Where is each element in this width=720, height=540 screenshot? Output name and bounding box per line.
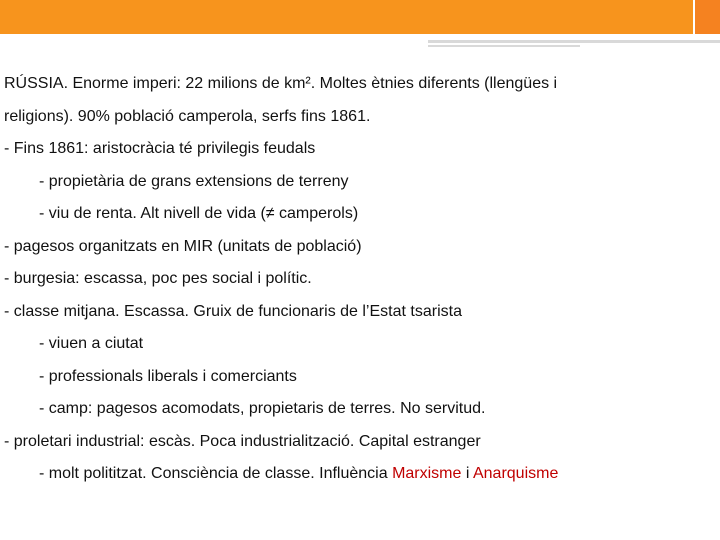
marxism-highlight: Marxisme	[392, 465, 462, 482]
bullet-middle-class: - classe mitjana. Escassa. Gruix de funcionaris de l’Estat tsarista	[4, 302, 462, 320]
accent-line-short	[428, 45, 580, 47]
intro-line-2: religions). 90% població camperola, serfs fins 1861.	[4, 107, 371, 125]
bullet-proletariat: - proletari industrial: escàs. Poca industrialització. Capital estranger	[4, 432, 481, 450]
intro-line-1: RÚSSIA. Enorme imperi: 22 milions de km². Moltes ètnies diferents (llengües i	[4, 75, 558, 92]
header-band-end	[695, 0, 720, 34]
bullet-aristocracy: - Fins 1861: aristocràcia té privilegis feudals	[4, 140, 316, 157]
sub-bullet-rent: - viu de renta. Alt nivell de vida (≠ camperols)	[39, 205, 359, 222]
sub-bullet-land: - propietària de grans extensions de terreny	[39, 172, 349, 190]
sub-bullet-countryside: - camp: pagesos acomodats, propietaris de terres. No servitud.	[39, 400, 486, 417]
slide-body	[4, 68, 716, 491]
header-band	[0, 0, 720, 34]
sub-bullet-professionals: - professionals liberals i comerciants	[39, 367, 297, 385]
sub-bullet-city: - viuen a ciutat	[39, 335, 144, 352]
connector-text: i	[461, 465, 473, 482]
politicized-text: - molt polititzat. Consciència de classe. Influència	[39, 465, 393, 482]
sub-bullet-politicized	[4, 458, 716, 491]
accent-line-long	[428, 40, 720, 43]
anarchism-highlight: Anarquisme	[472, 465, 559, 482]
bullet-bourgeoisie: - burgesia: escassa, poc pes social i polític.	[4, 270, 312, 287]
bullet-peasants: - pagesos organitzats en MIR (unitats de població)	[4, 237, 362, 255]
